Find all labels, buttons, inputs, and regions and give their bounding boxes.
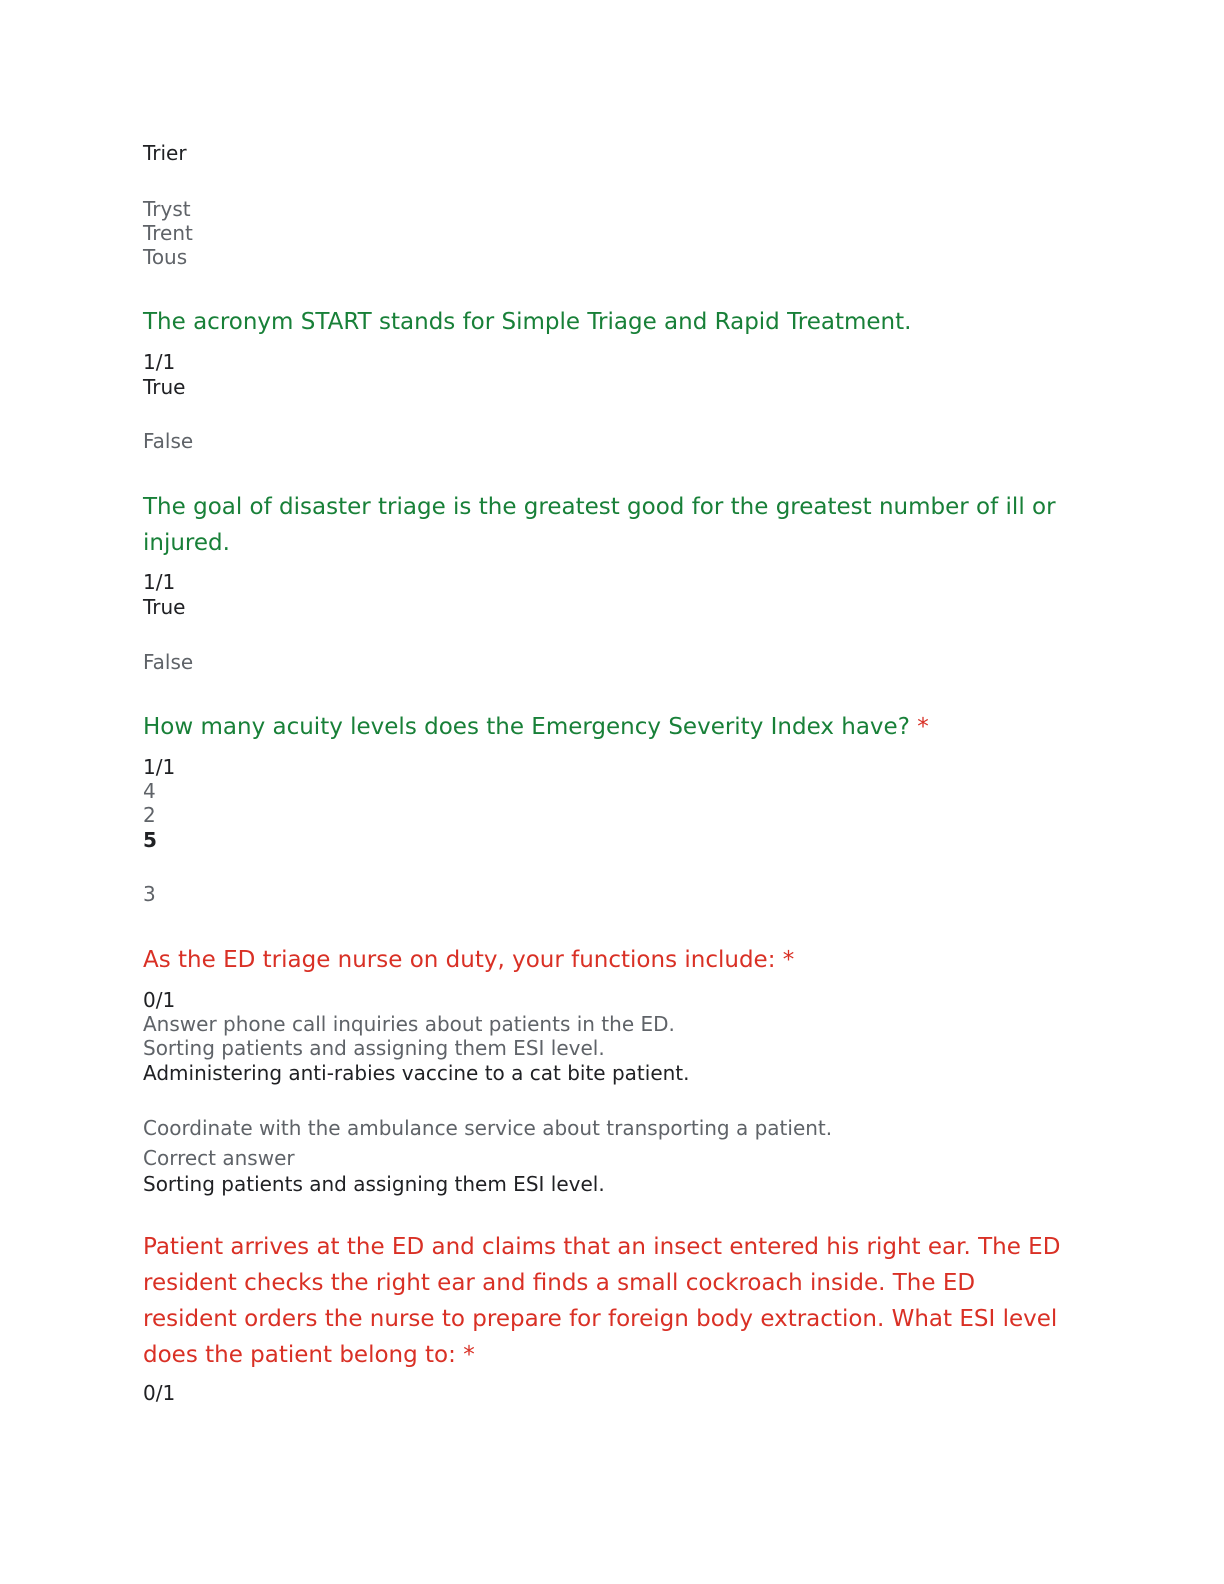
option-selected[interactable]: True xyxy=(143,375,186,399)
option-selected[interactable]: True xyxy=(143,595,186,619)
question-title-row xyxy=(143,709,1073,745)
question-score: 1/1 xyxy=(143,755,176,779)
option[interactable]: 3 xyxy=(143,882,156,906)
option[interactable]: 4 xyxy=(143,779,156,803)
correct-answer-label: Correct answer xyxy=(143,1146,295,1170)
question-score: 0/1 xyxy=(143,988,176,1012)
option-selected[interactable]: 5 xyxy=(143,828,157,852)
option-selected[interactable]: Administering anti-rabies vaccine to a cat bite patient. xyxy=(143,1061,690,1085)
correct-answer-text: Sorting patients and assigning them ESI level. xyxy=(143,1172,605,1196)
question-title: How many acuity levels does the Emergency Severity Index have? xyxy=(143,714,910,740)
question-title: Patient arrives at the ED and claims that an insect entered his right ear. The ED resident checks the right ear and finds a small cockroach inside. The ED resident orders the nurse to prepare for foreign body extraction. What ESI level does the patient belong to: xyxy=(143,1234,1061,1368)
option[interactable]: False xyxy=(143,650,194,674)
option[interactable]: Tryst xyxy=(143,197,191,221)
option[interactable]: 2 xyxy=(143,803,156,827)
question-title: The goal of disaster triage is the greatest good for the greatest number of ill or injured. xyxy=(143,494,1056,556)
question-title-row xyxy=(143,942,1073,978)
question-title: As the ED triage nurse on duty, your functions include: xyxy=(143,947,776,973)
question-score: 1/1 xyxy=(143,350,176,374)
option[interactable]: Sorting patients and assigning them ESI level. xyxy=(143,1036,605,1060)
question-title-row xyxy=(143,1229,1073,1373)
question-title: The acronym START stands for Simple Triage and Rapid Treatment. xyxy=(143,309,912,335)
required-asterisk: * xyxy=(463,1342,475,1368)
option-selected[interactable]: Trier xyxy=(143,141,187,165)
required-asterisk: * xyxy=(782,947,795,973)
option[interactable]: False xyxy=(143,429,194,453)
question-score: 0/1 xyxy=(143,1381,176,1405)
question-score: 1/1 xyxy=(143,570,176,594)
option[interactable]: Trent xyxy=(143,221,193,245)
option[interactable]: Answer phone call inquiries about patients in the ED. xyxy=(143,1012,675,1036)
required-asterisk: * xyxy=(917,714,929,740)
option[interactable]: Tous xyxy=(143,245,188,269)
option[interactable]: Coordinate with the ambulance service about transporting a patient. xyxy=(143,1116,833,1140)
